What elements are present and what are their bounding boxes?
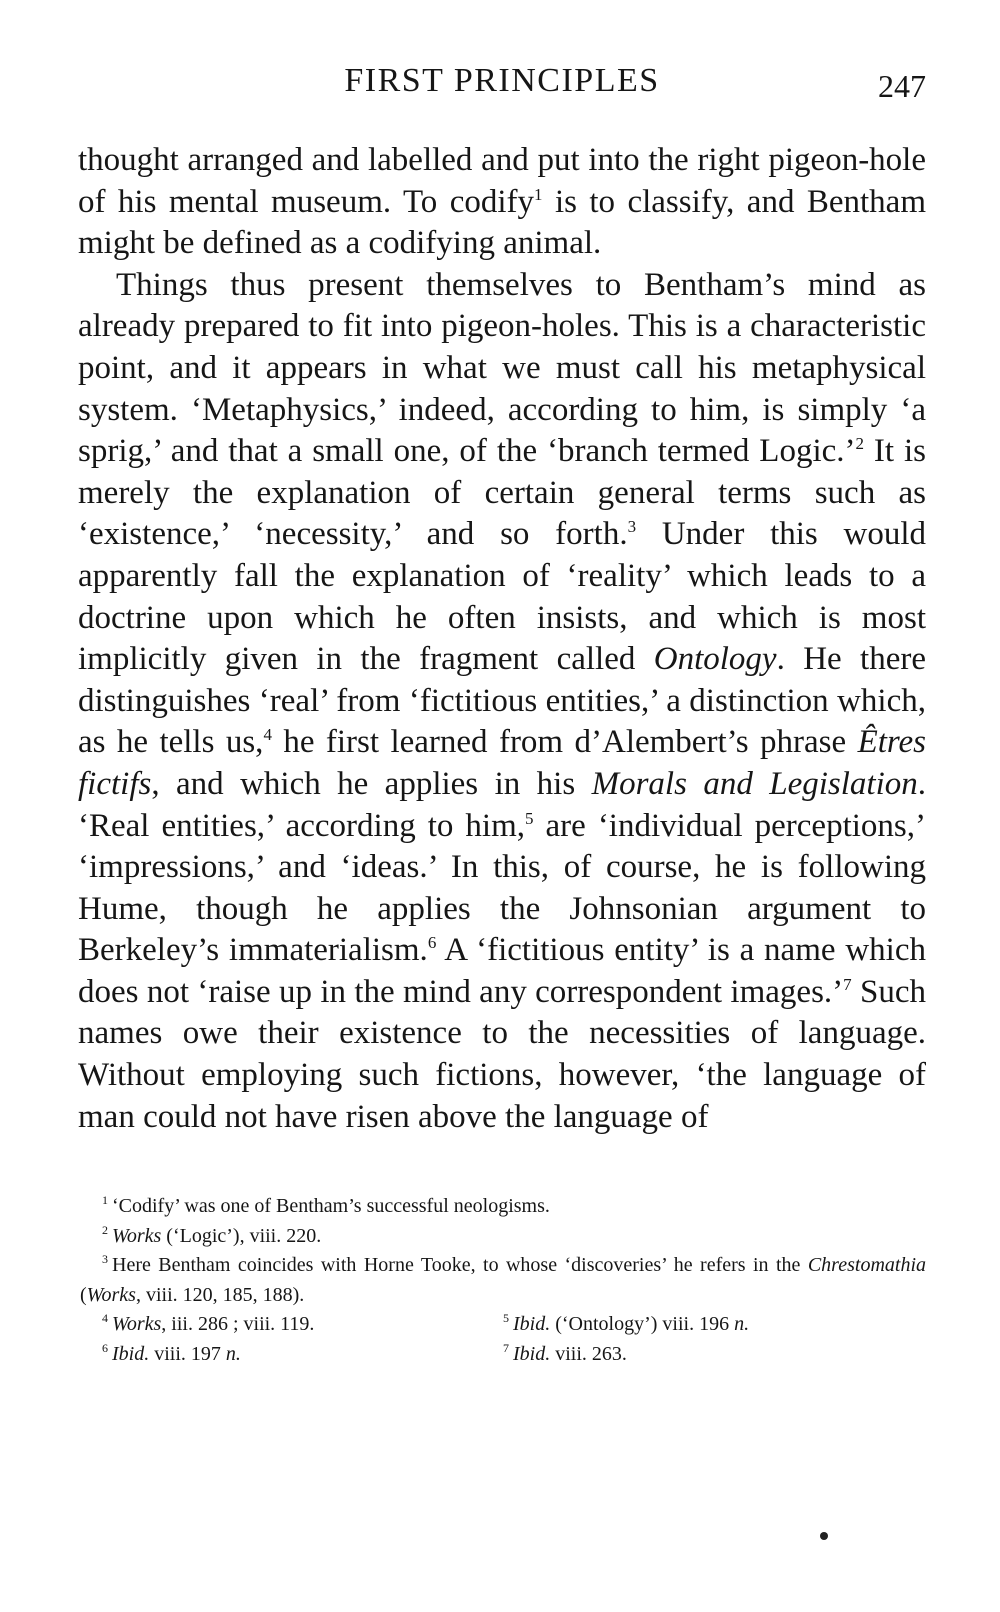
- footnote-ref-3: 3: [627, 517, 637, 537]
- footnote-ref-1: 1: [534, 184, 543, 204]
- paragraph-1: thought arranged and labelled and put into the right pigeon-hole of his mental museum. To codify$^1$ is to classify, and Bentham might be defined as a codifying animal.: [78, 142, 926, 262]
- page-header: [78, 62, 926, 112]
- footnote-ref-7: 7: [843, 974, 852, 994]
- title-morals-legislation: Morals and Legislation: [591, 765, 918, 802]
- paragraph-2: Things thus present themselves to Bentham’s mind as already prepared to fit into pigeon-holes. This is a characteristic point, and it appears in what we must call his metaphysical system. ‘Metaphysics,’ indeed, according to him, is simply ‘a sprig,’ and that a small one, of the ‘branch termed Logic.’$^2$ It is merely the explanation of certain general terms such as ‘existence,’ ‘necessity,’ and so forth.$^3$ Under this would apparently fall the explanation of ‘reality’ which leads to a doctrine upon which he often insists, and which is most implicitly given in the fragment called Ontology. He there distinguishes ‘real’ from ‘fictitious entities,’ a distinction which, as he tells us,$^4$ he first learned from d’Alembert’s phrase Êtres fictifs, and which he applies in his Morals and Legislation. ‘Real entities,’ according to him,$^5$ are ‘individual perceptions,’ ‘impressions,’ and ‘ideas.’ In this, of course, he is following Hume, though he applies the Johnsonian argument to Berkeley’s immaterialism.$^6$ A ‘fictitious entity’ is a name which does not ‘raise up in the mind any correspondent images.’$^7$ Such names owe their existence to the necessities of language. Without employing such fictions, however, ‘the language of man could not have risen above the language of: [78, 266, 927, 1135]
- footnotes: [80, 1192, 926, 1369]
- ink-mark: [820, 1532, 828, 1540]
- footnote-2: $^2$ Works (‘Logic’), viii. 220.: [102, 1222, 322, 1247]
- footnote-6: $^6$ Ibid. viii. 197 n.: [102, 1340, 241, 1365]
- footnote-5: $^5$ Ibid. (‘Ontology’) viii. 196 n.: [503, 1311, 750, 1335]
- footnote-ref-5: 5: [525, 808, 534, 828]
- footnote-1: $^1$ ‘Codify’ was one of Bentham’s successful neologisms.: [102, 1193, 550, 1217]
- footnote-3: $^3$ Here Bentham coincides with Horne Tooke, to whose ‘discoveries’ he refers in the Chrestomathia (Works, viii. 120, 185, 188).: [80, 1252, 926, 1306]
- page-number: 247: [878, 68, 926, 104]
- footnote-row-4-5: [80, 1310, 926, 1340]
- footnote-row-6-7: [80, 1340, 926, 1370]
- title-ontology: Ontology: [653, 641, 777, 678]
- running-title: FIRST PRINCIPLES: [344, 62, 660, 99]
- main-text: [78, 140, 926, 1138]
- phrase-etres-fictifs: Êtres fictifs: [78, 724, 926, 802]
- footnote-ref-4: 4: [263, 725, 272, 745]
- footnote-ref-6: 6: [427, 933, 437, 953]
- footnote-4: $^4$ Works, iii. 286 ; viii. 119.: [102, 1311, 315, 1335]
- footnote-7: $^7$ Ibid. viii. 263.: [503, 1340, 627, 1365]
- footnote-ref-2: 2: [855, 434, 864, 454]
